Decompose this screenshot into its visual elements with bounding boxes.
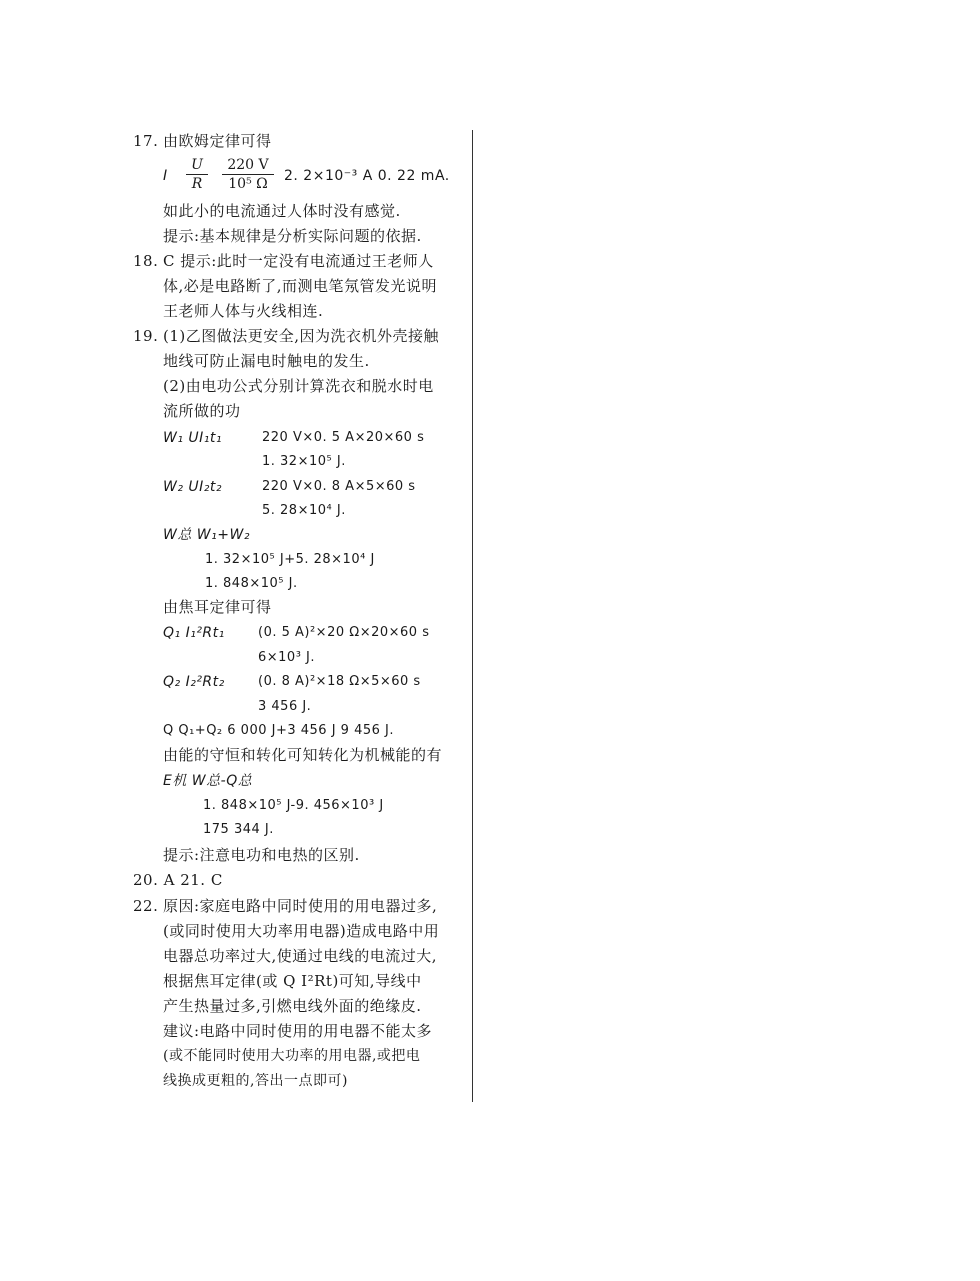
q18-line1: C 提示:此时一定没有电流通过王老师人 [163,252,434,270]
q22-line7: (或不能同时使用大功率的用电器,或把电 [163,1048,421,1064]
q19-w1-value: 220 V×0. 5 A×20×60 s [262,430,425,445]
q19-wtotal-lhs: W总 W₁+W₂ [163,527,250,543]
q19-wtotal-value: 1. 32×10⁵ J+5. 28×10⁴ J [205,552,375,567]
q19-e-lhs: E机 W总-Q总 [163,773,253,789]
q19-number: 19. [133,327,159,345]
q19-e-result: 175 344 J. [203,822,274,837]
q22-line8: 线换成更粗的,答出一点即可) [163,1073,348,1089]
q19-line1: (1)乙图做法更安全,因为洗衣机外壳接触 [163,327,440,345]
q22-line5: 产生热量过多,引燃电线外面的绝缘皮. [163,997,422,1015]
q17-frac1-den: R [191,176,203,192]
q17-line3: 如此小的电流通过人体时没有感觉. [163,202,401,220]
q19-q2-lhs: Q₂ I₂²Rt₂ [163,674,225,690]
q22-line3: 电器总功率过大,使通过电线的电流过大, [163,947,438,965]
q17-fraction-values [222,157,274,192]
q19-e-value: 1. 848×10⁵ J-9. 456×10³ J [203,798,384,813]
q19-w2-lhs: W₂ UI₂t₂ [163,479,222,495]
column-divider [472,130,473,1102]
q19-wtotal-result: 1. 848×10⁵ J. [205,576,298,591]
q22-number: 22. [133,897,159,915]
q19-q1-value: (0. 5 A)²×20 Ω×20×60 s [258,625,430,640]
q17-frac2-num: 220 V [227,157,269,173]
q19-w1-lhs: W₁ UI₁t₁ [163,430,222,446]
q22-line2: (或同时使用大功率用电器)造成电路中用 [163,922,440,940]
q22-line6: 建议:电路中同时使用的用电器不能太多 [163,1022,433,1040]
q19-q-total: Q Q₁+Q₂ 6 000 J+3 456 J 9 456 J. [163,723,394,738]
q18-number: 18. [133,252,159,270]
q19-q1-lhs: Q₁ I₁²Rt₁ [163,625,225,641]
q17-number: 17. [133,132,159,150]
q18-line2: 体,必是电路断了,而测电笔氖管发光说明 [163,277,438,295]
q19-line3: (2)由电功公式分别计算洗衣和脱水时电 [163,377,434,395]
q19-hint: 提示:注意电功和电热的区别. [163,846,360,864]
q19-line4: 流所做的功 [163,402,241,420]
q19-q2-value: (0. 8 A)²×18 Ω×5×60 s [258,674,421,689]
q19-w1-result: 1. 32×10⁵ J. [262,454,346,469]
q19-w2-value: 220 V×0. 8 A×5×60 s [262,479,416,494]
q18-line3: 王老师人体与火线相连. [163,302,324,320]
q17-fraction-u-r [186,157,208,192]
q19-energy: 由能的守恒和转化可知转化为机械能的有 [163,746,443,764]
q17-frac1-num: U [191,157,203,173]
q17-eq-lhs: I [163,168,168,184]
q19-q1-result: 6×10³ J. [258,650,316,665]
q19-line2: 地线可防止漏电时触电的发生. [163,352,370,370]
q20-q21-answers: 20. A 21. C [133,871,223,889]
q17-frac2-den: 10⁵ Ω [228,176,268,192]
q19-w2-result: 5. 28×10⁴ J. [262,503,346,518]
q17-hint: 提示:基本规律是分析实际问题的依据. [163,227,422,245]
q17-line1: 由欧姆定律可得 [163,132,272,150]
q22-line1: 原因:家庭电路中同时使用的用电器过多, [163,897,438,915]
q19-joule-law: 由焦耳定律可得 [163,598,272,616]
q17-eq-result: 2. 2×10⁻³ A 0. 22 mA. [284,168,450,184]
q19-q2-result: 3 456 J. [258,699,312,714]
q22-line4: 根据焦耳定律(或 Q I²Rt)可知,导线中 [163,972,422,990]
